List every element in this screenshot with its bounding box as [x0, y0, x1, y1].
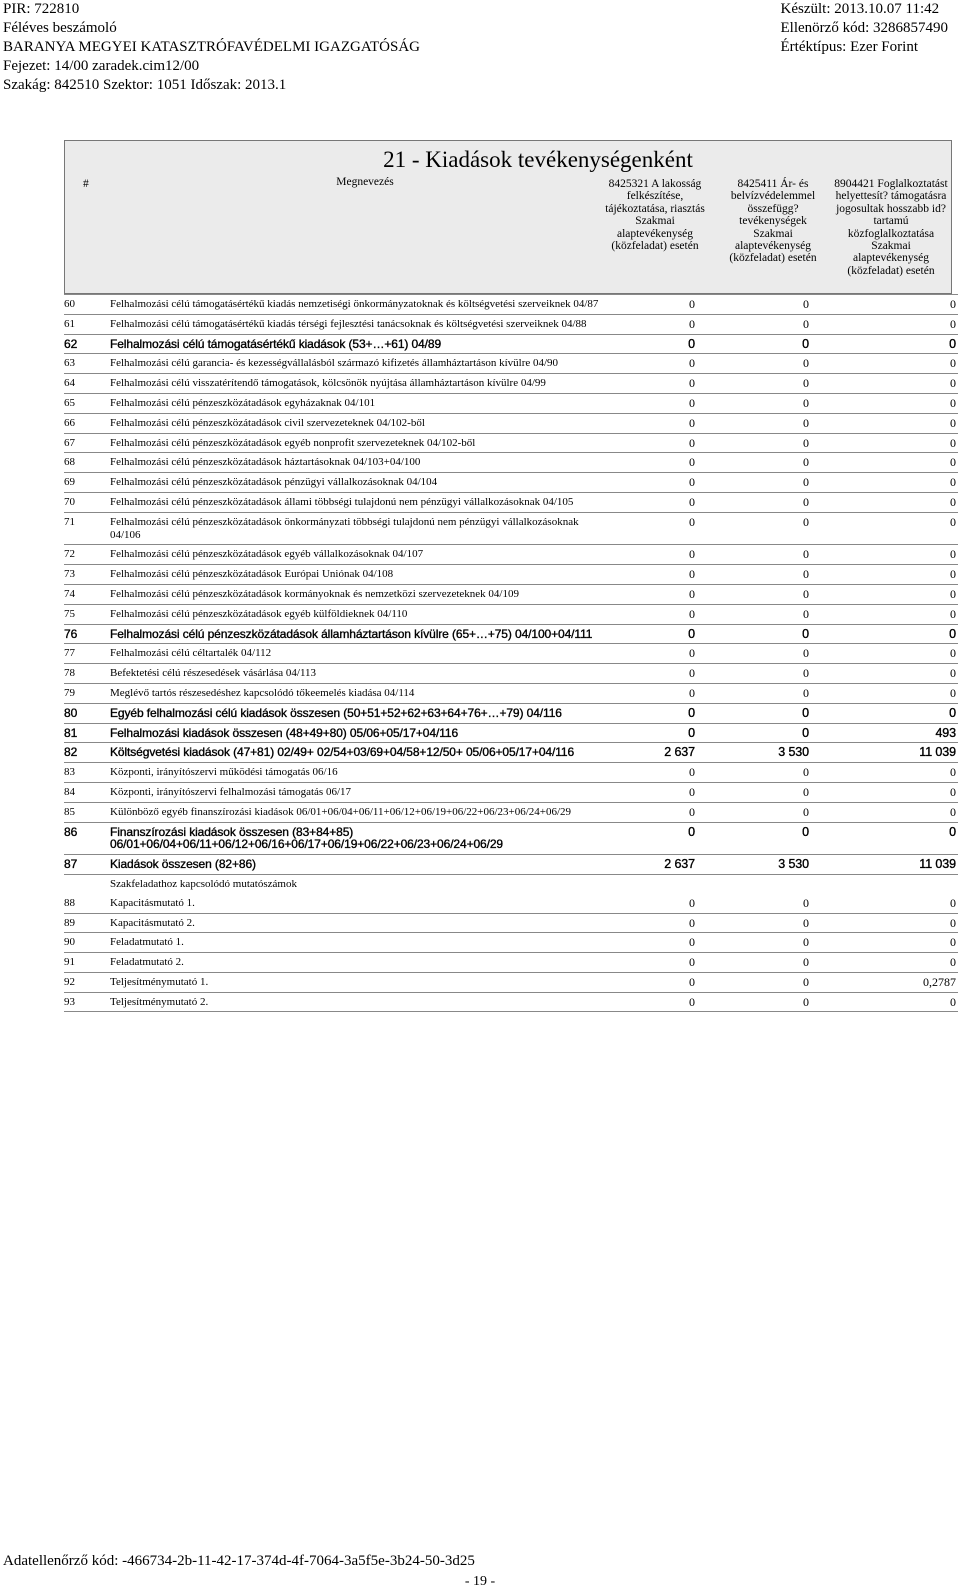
value-col3: 0: [811, 624, 958, 644]
value-col1: 0: [610, 295, 697, 315]
value-col2: 0: [697, 354, 811, 374]
row-label: Felhalmozási célú pénzeszközátadások állami többségi tulajdonú nem pénzügyi vállalkozásoknak 04/105: [110, 492, 610, 512]
value-col1: 0: [610, 374, 697, 394]
table-row: [64, 314, 958, 334]
table-row: [64, 393, 958, 413]
value-col2: 0: [697, 545, 811, 565]
value-col1: 0: [610, 584, 697, 604]
data-check-code: Adatellenőrző kód: -466734-2b-11-42-17-374d-4f-7064-3a5f5e-3b24-50-3d25: [3, 1553, 475, 1569]
value-col2: 0: [697, 453, 811, 473]
value-col2: 0: [697, 393, 811, 413]
table-body: [64, 294, 958, 1012]
row-label: Egyéb felhalmozási célú kiadások összesen (50+51+52+62+63+64+76+…+79) 04/116: [110, 703, 610, 723]
value-col3: 0: [811, 683, 958, 703]
value-col2: 0: [697, 334, 811, 354]
value-col2: 0: [697, 374, 811, 394]
row-number: 70: [64, 492, 110, 512]
table-row: [64, 972, 958, 992]
value-type: Értéktípus: Ezer Forint: [780, 39, 918, 55]
row-number: 81: [64, 723, 110, 743]
row-number: 65: [64, 393, 110, 413]
value-col1: 0: [610, 972, 697, 992]
table-row: [64, 453, 958, 473]
table-row: [64, 644, 958, 664]
value-col2: 0: [697, 992, 811, 1012]
value-col2: 0: [697, 413, 811, 433]
value-col2: 0: [697, 584, 811, 604]
value-col1: 0: [610, 913, 697, 933]
col-hash-header: #: [83, 178, 89, 190]
row-label: Központi, irányítószervi működési támogatás 06/16: [110, 763, 610, 783]
row-label: Központi, irányítószervi felhalmozási támogatás 06/17: [110, 782, 610, 802]
table-row: [64, 624, 958, 644]
table-row: [64, 354, 958, 374]
row-number: 61: [64, 314, 110, 334]
row-number: 67: [64, 433, 110, 453]
value-col2: 0: [697, 512, 811, 545]
table-row: [64, 295, 958, 315]
value-col3: 0: [811, 992, 958, 1012]
value-col2: 3 530: [697, 743, 811, 763]
row-number: 63: [64, 354, 110, 374]
table-row: [64, 763, 958, 783]
value-col1: 2 637: [610, 743, 697, 763]
row-number: 72: [64, 545, 110, 565]
table-row: [64, 683, 958, 703]
value-col2: 0: [697, 644, 811, 664]
row-number: 64: [64, 374, 110, 394]
table-row: [64, 545, 958, 565]
value-col2: 0: [697, 664, 811, 684]
table-row: [64, 664, 958, 684]
table-row: [64, 992, 958, 1012]
value-col3: 0: [811, 584, 958, 604]
table-row: [64, 584, 958, 604]
row-label: Felhalmozási célú támogatásértékű kiadás térségi fejlesztési tanácsoknak és költségvetési szerveiknek 04/88: [110, 314, 610, 334]
row-number: 82: [64, 743, 110, 763]
value-col2: 0: [697, 913, 811, 933]
value-col2: 0: [697, 894, 811, 913]
value-col2: [697, 874, 811, 893]
table-row: [64, 413, 958, 433]
column-header-band: [64, 174, 952, 294]
value-col3: 0: [811, 393, 958, 413]
value-col1: 2 637: [610, 855, 697, 875]
value-col3: 493: [811, 723, 958, 743]
value-col3: 0: [811, 703, 958, 723]
table-row: [64, 565, 958, 585]
row-number: 69: [64, 473, 110, 493]
value-col3: 0: [811, 565, 958, 585]
row-number: 76: [64, 624, 110, 644]
row-label: Felhalmozási célú visszatérítendő támogatások, kölcsönök nyújtása államháztartáson kívülre 04/99: [110, 374, 610, 394]
value-col1: 0: [610, 453, 697, 473]
table-row: [64, 512, 958, 545]
value-col2: 0: [697, 565, 811, 585]
table-row: [64, 492, 958, 512]
row-number: 73: [64, 565, 110, 585]
value-col1: 0: [610, 413, 697, 433]
value-col1: 0: [610, 545, 697, 565]
row-label: Kapacitásmutató 1.: [110, 894, 610, 913]
value-col3: 0: [811, 644, 958, 664]
value-col3: 0: [811, 314, 958, 334]
row-number: 86: [64, 822, 110, 855]
value-col1: 0: [610, 473, 697, 493]
value-col3: 0: [811, 433, 958, 453]
row-label: Felhalmozási célú garancia- és kezességvállalásból származó kifizetés államháztartáson kívülre 04/90: [110, 354, 610, 374]
col2-header: 8425411 Ár- és belvízvédelemmel összefügg? tevékenységek Szakmai alaptevékenység (közfeladat) esetén: [729, 178, 817, 265]
value-col1: 0: [610, 953, 697, 973]
value-col3: 0: [811, 334, 958, 354]
row-label: Felhalmozási kiadások összesen (48+49+80) 05/06+05/17+04/116: [110, 723, 610, 743]
value-col3: 0: [811, 473, 958, 493]
value-col1: 0: [610, 644, 697, 664]
value-col1: 0: [610, 802, 697, 822]
report-type: Féléves beszámoló: [3, 20, 117, 36]
value-col2: 0: [697, 433, 811, 453]
check-code: Ellenörző kód: 3286857490: [780, 20, 948, 36]
value-col2: 0: [697, 972, 811, 992]
col-name-header: Megnevezés: [336, 176, 394, 188]
row-label: Felhalmozási célú pénzeszközátadások egyéb nonprofit szervezeteknek 04/102-ből: [110, 433, 610, 453]
table-row: [64, 953, 958, 973]
table-row: [64, 913, 958, 933]
created-timestamp: Készült: 2013.10.07 11:42: [780, 1, 940, 17]
value-col1: 0: [610, 894, 697, 913]
row-number: 74: [64, 584, 110, 604]
value-col3: 0: [811, 822, 958, 855]
value-col3: 0: [811, 512, 958, 545]
col3-header: 8904421 Foglalkoztatást helyettesít? támogatásra jogosultak hosszabb id?tartamú közfoglalkoztatása Szakmai alaptevékenység (közfeladat) esetén: [834, 178, 948, 277]
row-label: Felhalmozási célú pénzeszközátadások egyéb külföldieknek 04/110: [110, 604, 610, 624]
sector-period-label: Szakág: 842510 Szektor: 1051 Időszak: 2013.1: [3, 77, 287, 93]
value-col1: 0: [610, 314, 697, 334]
row-number: 91: [64, 953, 110, 973]
table-row: [64, 894, 958, 913]
value-col1: 0: [610, 604, 697, 624]
value-col1: 0: [610, 492, 697, 512]
table-row: [64, 743, 958, 763]
table-row: [64, 433, 958, 453]
value-col3: 0: [811, 453, 958, 473]
value-col3: 0: [811, 894, 958, 913]
value-col1: 0: [610, 933, 697, 953]
header-left: [3, 0, 420, 95]
value-col2: 0: [697, 314, 811, 334]
row-number: 75: [64, 604, 110, 624]
value-col1: [610, 874, 697, 893]
value-col3: 0: [811, 763, 958, 783]
value-col3: 0: [811, 604, 958, 624]
value-col1: 0: [610, 624, 697, 644]
row-label: Felhalmozási célú céltartalék 04/112: [110, 644, 610, 664]
row-number: 85: [64, 802, 110, 822]
value-col2: 0: [697, 703, 811, 723]
value-col2: 0: [697, 933, 811, 953]
row-number: 90: [64, 933, 110, 953]
table-row: [64, 604, 958, 624]
header-right: [781, 0, 948, 57]
value-col3: 0: [811, 664, 958, 684]
row-label: Kiadások összesen (82+86): [110, 855, 610, 875]
row-number: 79: [64, 683, 110, 703]
organization-name: BARANYA MEGYEI KATASZTRÓFAVÉDELMI IGAZGATÓSÁG: [3, 39, 420, 55]
row-label: Felhalmozási célú pénzeszközátadások háztartásoknak 04/103+04/100: [110, 453, 610, 473]
value-col3: 0: [811, 492, 958, 512]
row-label: Felhalmozási célú pénzeszközátadások civil szervezeteknek 04/102-ből: [110, 413, 610, 433]
value-col1: 0: [610, 664, 697, 684]
value-col3: 0: [811, 374, 958, 394]
row-number: 88: [64, 894, 110, 913]
page-number: - 19 -: [464, 1574, 496, 1589]
chapter-label: Fejezet: 14/00 zaradek.cim12/00: [3, 58, 200, 74]
row-label: Szakfeladathoz kapcsolódó mutatószámok: [110, 877, 297, 890]
row-label: Teljesítménymutató 1.: [110, 972, 610, 992]
row-label: Teljesítménymutató 2.: [110, 992, 610, 1012]
value-col3: 0: [811, 295, 958, 315]
value-col2: 0: [697, 683, 811, 703]
table-row: [64, 855, 958, 875]
row-number: 92: [64, 972, 110, 992]
row-label: Feladatmutató 2.: [110, 953, 610, 973]
pir-label: PIR: 722810: [3, 1, 80, 17]
table-row: [64, 703, 958, 723]
value-col2: 0: [697, 763, 811, 783]
row-number: 78: [64, 664, 110, 684]
table-row: [64, 822, 958, 855]
row-number: [64, 874, 110, 893]
value-col1: 0: [610, 822, 697, 855]
row-number: 77: [64, 644, 110, 664]
row-number: 80: [64, 703, 110, 723]
value-col1: 0: [610, 683, 697, 703]
value-col1: 0: [610, 763, 697, 783]
value-col3: 0: [811, 782, 958, 802]
row-label: Kapacitásmutató 2.: [110, 913, 610, 933]
row-number: 84: [64, 782, 110, 802]
table-title: 21 - Kiadások tevékenységenként: [64, 140, 952, 174]
table-row: [64, 782, 958, 802]
value-col2: 0: [697, 953, 811, 973]
value-col3: 0: [811, 545, 958, 565]
row-label: Felhalmozási célú pénzeszközátadások pénzügyi vállalkozásoknak 04/104: [110, 473, 610, 493]
row-label: Felhalmozási célú pénzeszközátadások önkormányzati többségi tulajdonú nem pénzügyi vállalkozásoknak 04/106: [110, 512, 610, 545]
value-col3: 0: [811, 802, 958, 822]
row-number: 93: [64, 992, 110, 1012]
value-col2: 0: [697, 723, 811, 743]
row-number: 68: [64, 453, 110, 473]
row-label: Meglévő tartós részesedéshez kapcsolódó tőkeemelés kiadása 04/114: [110, 683, 610, 703]
row-number: 62: [64, 334, 110, 354]
value-col1: 0: [610, 512, 697, 545]
row-label: Felhalmozási célú támogatásértékű kiadások (53+…+61) 04/89: [110, 334, 610, 354]
value-col1: 0: [610, 334, 697, 354]
row-number: 66: [64, 413, 110, 433]
value-col2: 3 530: [697, 855, 811, 875]
row-label: Felhalmozási célú pénzeszközátadások államháztartáson kívülre (65+…+75) 04/100+04/111: [110, 624, 610, 644]
row-number: 89: [64, 913, 110, 933]
row-label: Különböző egyéb finanszírozási kiadások 06/01+06/04+06/11+06/12+06/19+06/22+06/23+06/24+06/29: [110, 802, 610, 822]
value-col3: 0: [811, 913, 958, 933]
row-number: 83: [64, 763, 110, 783]
table-row: [64, 874, 958, 893]
value-col1: 0: [610, 782, 697, 802]
row-label: Felhalmozási célú pénzeszközátadások kormányoknak és nemzetközi szervezeteknek 04/109: [110, 584, 610, 604]
value-col2: 0: [697, 473, 811, 493]
value-col1: 0: [610, 723, 697, 743]
row-label: Költségvetési kiadások (47+81) 02/49+ 02/54+03/69+04/58+12/50+ 05/06+05/17+04/116: [110, 743, 610, 763]
row-number: 60: [64, 295, 110, 315]
value-col2: 0: [697, 782, 811, 802]
value-col1: 0: [610, 992, 697, 1012]
value-col2: 0: [697, 624, 811, 644]
value-col1: 0: [610, 433, 697, 453]
value-col3: 0: [811, 413, 958, 433]
row-number: 71: [64, 512, 110, 545]
value-col2: 0: [697, 492, 811, 512]
value-col3: 0: [811, 953, 958, 973]
value-col1: 0: [610, 393, 697, 413]
value-col1: 0: [610, 565, 697, 585]
value-col2: 0: [697, 822, 811, 855]
row-number: 87: [64, 855, 110, 875]
table-row: [64, 933, 958, 953]
value-col3: [811, 874, 958, 893]
table-row: [64, 473, 958, 493]
value-col2: 0: [697, 604, 811, 624]
table-row: [64, 723, 958, 743]
table-row: [64, 334, 958, 354]
row-label: Felhalmozási célú pénzeszközátadások egyházaknak 04/101: [110, 393, 610, 413]
value-col3: 11 039: [811, 743, 958, 763]
table-row: [64, 374, 958, 394]
value-col3: 0: [811, 354, 958, 374]
col1-header: 8425321 A lakosság felkészítése, tájékoztatása, riasztás Szakmai alaptevékenység (közfeladat) esetén: [605, 178, 705, 253]
value-col2: 0: [697, 295, 811, 315]
row-label: Finanszírozási kiadások összesen (83+84+85) 06/01+06/04+06/11+06/12+06/16+06/17+06/19+06/22+06/23+06/24+06/29: [110, 822, 610, 855]
row-label: Felhalmozási célú pénzeszközátadások Európai Uniónak 04/108: [110, 565, 610, 585]
value-col2: 0: [697, 802, 811, 822]
value-col3: 11 039: [811, 855, 958, 875]
row-label: Felhalmozási célú pénzeszközátadások egyéb vállalkozásoknak 04/107: [110, 545, 610, 565]
value-col1: 0: [610, 703, 697, 723]
row-label: Feladatmutató 1.: [110, 933, 610, 953]
row-label: Befektetési célú részesedések vásárlása 04/113: [110, 664, 610, 684]
table-row: [64, 802, 958, 822]
row-label: Felhalmozási célú támogatásértékű kiadás nemzetiségi önkormányzatoknak és költségvetési szerveiknek 04/87: [110, 295, 610, 315]
value-col3: 0: [811, 933, 958, 953]
value-col3: 0,2787: [811, 972, 958, 992]
expenditure-table: [64, 140, 956, 1012]
value-col1: 0: [610, 354, 697, 374]
